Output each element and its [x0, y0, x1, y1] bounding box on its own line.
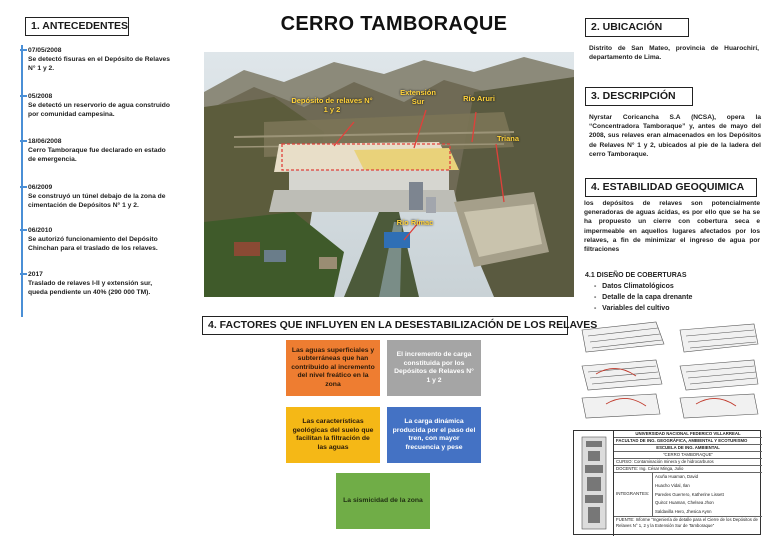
label-deposito: Depósito de relaves N° 1 y 2 — [291, 96, 373, 114]
label-rio-aruri: Río Aruri — [463, 94, 495, 103]
label-triana: Triana — [496, 134, 520, 143]
logo-icon — [574, 431, 614, 536]
credits-school: ESCUELA DE ING. AMBIENTAL — [614, 445, 762, 452]
credits-members — [614, 473, 762, 517]
timeline-tick — [20, 95, 27, 97]
timeline-line — [21, 45, 23, 317]
factores-heading: 4. FACTORES QUE INFLUYEN EN LA DESESTABILIZACIÓN DE LOS RELAVES — [202, 316, 568, 335]
credits-faculty: FACULTAD DE ING. GEOGRÁFICA, AMBIENTAL Y ECOTURISMO — [614, 438, 762, 445]
timeline-item — [28, 270, 171, 297]
factor-box: Las aguas superficiales y subterráneas que han contribuido al incremento del nivel freático en la zona — [286, 340, 380, 396]
list-item: - Datos Climatológicos — [594, 283, 674, 290]
timeline-date: 06/2009 — [28, 184, 53, 191]
factor-box: La carga dinámica producida por el paso del tren, con mayor frecuencia y pese — [387, 407, 481, 463]
timeline-tick — [20, 229, 27, 231]
timeline-item — [28, 183, 171, 210]
site-photo — [204, 52, 574, 297]
credits-course: CURSO: Contaminación minera y de hidrocarburos — [614, 459, 762, 466]
credits-table — [573, 430, 761, 535]
ubicacion-heading: 2. UBICACIÓN — [585, 18, 689, 37]
timeline-item — [28, 226, 171, 253]
member-name: Acuña Huaman, David — [655, 474, 698, 479]
factor-box: Las características geológicas del suelo que facilitan la filtración de las aguas — [286, 407, 380, 463]
cobertura-diagrams — [576, 314, 762, 424]
member-name: Saldavilla Hero, Jhesica Aynn — [655, 509, 712, 515]
estabilidad-text: los depósitos de relaves son potencialmente generadoras de aguas ácidas, es por ello que se ha se ha propuesto un cierre con cobertura seca e impermeable en aquellos lugares afectados por los relaves, a fin de minimizar el ingreso de agua por filtraciones — [584, 200, 760, 254]
timeline-text: Cerro Tamboraque fue declarado en estado de emergencia. — [28, 147, 166, 163]
timeline-date: 07/05/2008 — [28, 47, 62, 54]
timeline-text: Se detectó fisuras en el Depósito de Relaves N° 1 y 2. — [28, 56, 170, 72]
timeline-text: Se autorizó funcionamiento del Depósito Chinchan para el traslado de los relaves. — [28, 236, 158, 252]
timeline-date: 06/2010 — [28, 227, 53, 234]
antecedentes-heading: 1. ANTECEDENTES — [25, 17, 129, 36]
timeline-text: Se detectó un reservorio de agua construido por comunidad campesina. — [28, 102, 170, 118]
list-item: - Variables del cultivo — [594, 305, 670, 312]
members-label: INTEGRANTES: — [616, 491, 650, 496]
estabilidad-heading: 4. ESTABILIDAD GEOQUIMICA — [585, 178, 757, 197]
member-name: Paredes Guerrero, Katherine Lissett — [655, 491, 724, 497]
cobertura-sketch — [576, 314, 762, 424]
timeline-date: 2017 — [28, 271, 43, 278]
ubicacion-text: Distrito de San Mateo, provincia de Huarochirí, departamento de Lima. — [589, 45, 759, 62]
label-extension-sur: Extensión Sur — [400, 88, 436, 106]
timeline-item — [28, 137, 171, 164]
university-logo — [574, 431, 614, 536]
members-list — [652, 473, 760, 517]
timeline-item — [28, 92, 171, 119]
credits-source: FUENTE: Informe “Ingeniería de detalle para el Cierre de los Depósitos de Relaves N° 1, 2 y la Extensión Sur de Tamboraque” — [616, 517, 758, 528]
timeline-tick — [20, 140, 27, 142]
credits-project: “CERRO TAMBORAQUE” — [614, 452, 762, 459]
factor-box: La sismicidad de la zona — [336, 473, 430, 529]
timeline-tick — [20, 186, 27, 188]
timeline-date: 18/06/2008 — [28, 138, 62, 145]
list-item-label: Variables del cultivo — [602, 305, 670, 312]
list-item-label: Datos Climatológicos — [602, 283, 674, 290]
list-item: - Detalle de la capa drenante — [594, 294, 693, 301]
timeline-tick — [20, 273, 27, 275]
timeline-date: 05/2008 — [28, 93, 53, 100]
site-photo-illustration — [204, 52, 574, 297]
descripcion-text: Nyrstar Coricancha S.A (NCSA), opera la “Concentradora Tamboraque” y, antes de mayo del 2008, sus relaves eran almacenados en los Depósitos de Relaves N° 1 y 2, ubicados al pie de la ladera del cerro Tamboraque. — [589, 114, 761, 158]
timeline-text: Traslado de relaves I-II y extensión sur, queda pendiente un 40% (290 000 TM). — [28, 280, 153, 296]
timeline-text: Se construyó un túnel debajo de la zona de cimentación de Depósitos N° 1 y 2. — [28, 193, 166, 209]
label-rio-rimac: Río Rímac — [396, 218, 434, 227]
credits-teacher: DOCENTE: Ing. César Minga, Julio — [614, 466, 762, 473]
member-name: Huacho Vidal, Ilan — [655, 482, 690, 488]
list-item-label: Detalle de la capa drenante — [602, 294, 693, 301]
member-name: Quiroz Huaman, Chelsea Jhon — [655, 500, 714, 506]
descripcion-heading: 3. DESCRIPCIÓN — [585, 87, 693, 106]
credits-university: UNIVERSIDAD NACIONAL FEDERICO VILLARREAL — [614, 431, 762, 438]
page-title: CERRO TAMBORAQUE — [280, 13, 508, 35]
timeline-item — [28, 46, 171, 73]
coberturas-subheading: 4.1 DISEÑO DE COBERTURAS — [585, 272, 687, 279]
timeline-tick — [20, 49, 27, 51]
factor-box: El incremento de carga constituida por los Depósitos de Relaves N° 1 y 2 — [387, 340, 481, 396]
